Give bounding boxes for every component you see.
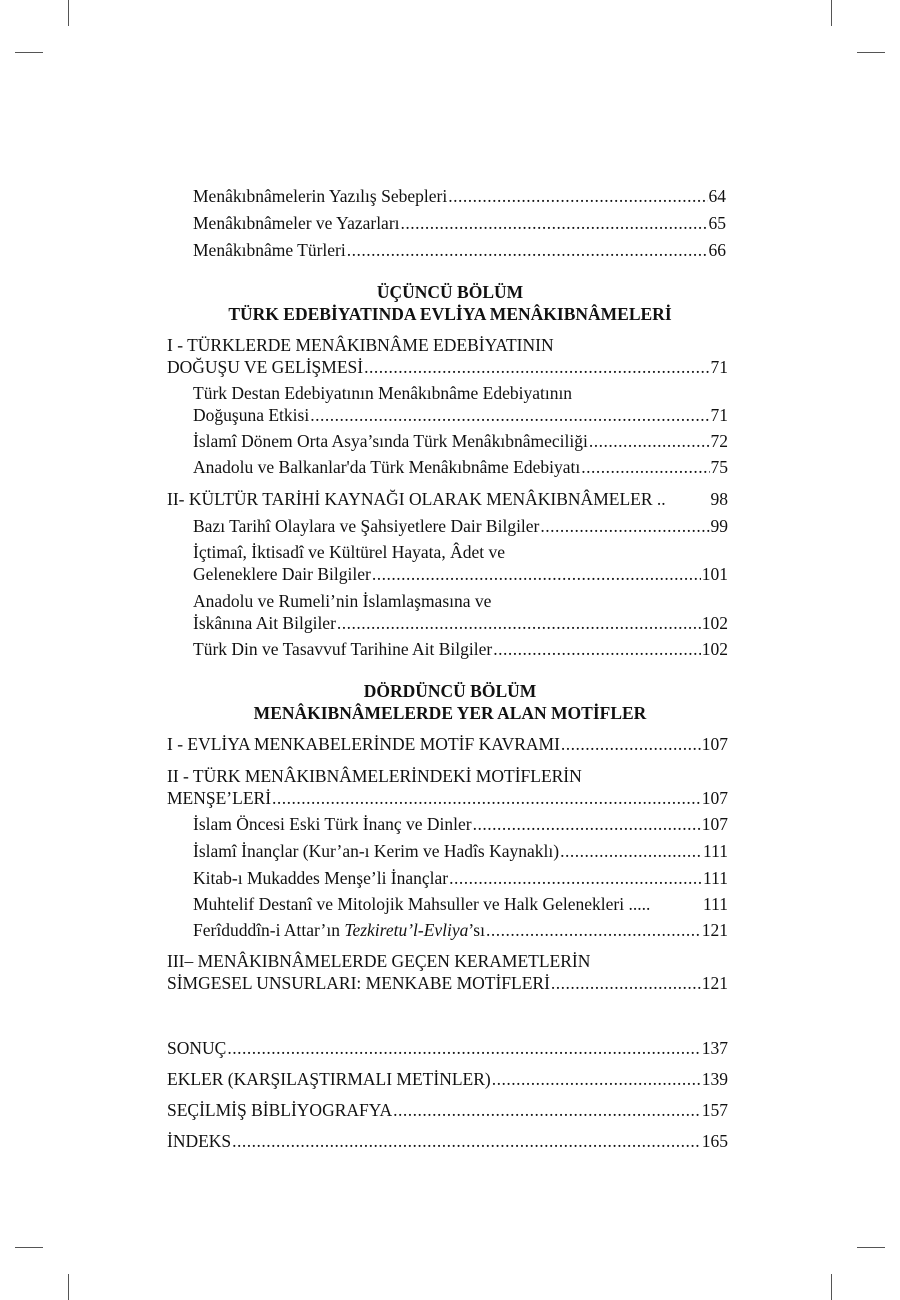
toc-entry-title: İslamî Dönem Orta Asya’sında Türk Menâkıbnâmeciliği (193, 431, 588, 451)
book-title: Tezkiretu’l-Evliya (344, 920, 469, 940)
crop-mark (15, 1247, 43, 1248)
toc-entry-page: 121 (701, 973, 728, 993)
toc-entry-title-post: ’sı (468, 920, 485, 940)
dot-leader (540, 515, 709, 537)
toc-entry (167, 1068, 728, 1090)
crop-mark (857, 1247, 885, 1248)
chapter-heading: ÜÇÜNCÜ BÖLÜM (376, 282, 524, 302)
dot-leader (581, 456, 709, 478)
toc-entry-page: 165 (701, 1131, 728, 1151)
toc-entry-title: MENŞE’LERİ (167, 788, 272, 808)
crop-mark (831, 0, 832, 26)
toc-entry (167, 1130, 728, 1152)
toc-entry-title: Menâkıbnâme Türleri (193, 240, 346, 260)
toc-entry-title: SONUÇ (167, 1038, 227, 1058)
dot-leader (347, 239, 708, 261)
toc-entry (193, 456, 728, 478)
dot-leader (448, 185, 707, 207)
toc-entry (167, 1037, 728, 1059)
toc-entry-page: 102 (701, 613, 728, 633)
toc-entry (167, 356, 728, 378)
toc-entry-page: 111 (703, 841, 728, 861)
toc-entry-page: 157 (701, 1100, 728, 1120)
toc-entry-page: 111 (703, 868, 728, 888)
toc-entry-title: SEÇİLMİŞ BİBLİYOGRAFYA (167, 1100, 393, 1120)
toc-entry-page: 101 (701, 564, 728, 584)
toc-entry (193, 840, 728, 862)
toc-entry-title: Kitab-ı Mukaddes Menşe’li İnançlar (193, 868, 449, 888)
toc-entry (193, 239, 726, 261)
toc-entry-page: 137 (701, 1038, 728, 1058)
toc-entry-page: 72 (710, 431, 728, 451)
toc-entry (193, 813, 728, 835)
dot-leader (337, 612, 701, 634)
toc-entry-title: İslamî İnançlar (Kur’an-ı Kerim ve Hadîs Kaynaklı) (193, 841, 560, 861)
toc-entry-title: Türk Din ve Tasavvuf Tarihine Ait Bilgiler (193, 639, 493, 659)
toc-entry-title: Anadolu ve Balkanlar'da Türk Menâkıbnâme Edebiyatı (193, 457, 581, 477)
toc-entry-line: II - TÜRK MENÂKIBNÂMELERİNDEKİ MOTİFLERİN (167, 766, 582, 786)
toc-entry-title: SİMGESEL UNSURLARI: MENKABE MOTİFLERİ (167, 973, 550, 993)
dot-leader (493, 638, 701, 660)
toc-entry (193, 563, 728, 585)
toc-entry (193, 919, 728, 941)
toc-entry (193, 867, 728, 889)
crop-mark (831, 1274, 832, 1300)
dot-leader (492, 1068, 701, 1090)
toc-entry-page: 65 (708, 213, 726, 233)
toc-entry-page: 121 (701, 920, 728, 940)
toc-entry-page: 75 (710, 457, 728, 477)
dot-leader (372, 563, 701, 585)
dot-leader (589, 430, 710, 452)
toc-entry (167, 1099, 728, 1121)
toc-entry-title: İskânına Ait Bilgiler (193, 613, 336, 633)
toc-entry (167, 733, 728, 755)
toc-entry-title: DOĞUŞU VE GELİŞMESİ (167, 357, 364, 377)
dot-leader (364, 356, 709, 378)
toc-entry-line: Türk Destan Edebiyatının Menâkıbnâme Edebiyatının (193, 383, 573, 403)
toc-entry-page: 64 (708, 186, 726, 206)
toc-entry-title: Geleneklere Dair Bilgiler (193, 564, 371, 584)
dot-leader (401, 212, 708, 234)
toc-entry-title: I - EVLİYA MENKABELERİNDE MOTİF KAVRAMI (167, 734, 560, 754)
dot-leader (560, 840, 702, 862)
toc-entry-title: Menâkıbnâmelerin Yazılış Sebepleri (193, 186, 448, 206)
dot-leader (310, 404, 709, 426)
toc-entry-title: Muhtelif Destanî ve Mitolojik Mahsuller ve Halk Gelenekleri ..... (193, 894, 651, 914)
toc-entry-title: İslam Öncesi Eski Türk İnanç ve Dinler (193, 814, 472, 834)
toc-entry (193, 612, 728, 634)
chapter-title: MENÂKIBNÂMELERDE YER ALAN MOTİFLER (253, 703, 647, 723)
toc-entry-page: 107 (701, 814, 728, 834)
dot-leader (272, 787, 701, 809)
toc-entry-page: 66 (708, 240, 726, 260)
toc-entry-page: 111 (703, 894, 728, 914)
toc-entry (167, 787, 728, 809)
toc-entry-line: Anadolu ve Rumeli’nin İslamlaşmasına ve (193, 591, 492, 611)
dot-leader (561, 733, 701, 755)
dot-leader (551, 972, 701, 994)
toc-entry-title: EKLER (KARŞILAŞTIRMALI METİNLER) (167, 1069, 491, 1089)
dot-leader (227, 1037, 700, 1059)
toc-entry-title: Bazı Tarihî Olaylara ve Şahsiyetlere Dair Bilgiler (193, 516, 540, 536)
crop-mark (68, 0, 69, 26)
dot-leader (393, 1099, 701, 1121)
toc-entry-line: İçtimaî, İktisadî ve Kültürel Hayata, Âdet ve (193, 542, 505, 562)
toc-entry-title: II- KÜLTÜR TARİHİ KAYNAĞI OLARAK MENÂKIBNÂMELER .. (167, 489, 666, 509)
toc-entry-page: 102 (701, 639, 728, 659)
dot-leader (486, 919, 701, 941)
toc-entry-page: 98 (710, 489, 728, 509)
toc-entry-title-pre: Ferîduddîn-i Attar’ın (193, 920, 345, 940)
crop-mark (857, 52, 885, 53)
toc-entry (193, 430, 728, 452)
crop-mark (15, 52, 43, 53)
toc-entry-page: 71 (710, 405, 728, 425)
toc-entry-page: 107 (701, 734, 728, 754)
toc-entry-line: I - TÜRKLERDE MENÂKIBNÂME EDEBİYATININ (167, 335, 554, 355)
toc-entry (193, 212, 726, 234)
toc-entry (167, 972, 728, 994)
toc-entry (193, 638, 728, 660)
toc-entry-page: 107 (701, 788, 728, 808)
dot-leader (473, 813, 701, 835)
chapter-heading: DÖRDÜNCÜ BÖLÜM (363, 681, 537, 701)
toc-entry-title: Menâkıbnâmeler ve Yazarları (193, 213, 400, 233)
toc-entry-page: 139 (701, 1069, 728, 1089)
toc-entry-page: 99 (710, 516, 728, 536)
chapter-title: TÜRK EDEBİYATINDA EVLİYA MENÂKIBNÂMELERİ (228, 304, 672, 324)
dot-leader (232, 1130, 701, 1152)
toc-entry (193, 404, 728, 426)
dot-leader (449, 867, 702, 889)
toc-entry-line: III– MENÂKIBNÂMELERDE GEÇEN KERAMETLERİN (167, 951, 591, 971)
toc-entry-title: Doğuşuna Etkisi (193, 405, 310, 425)
toc-entry (193, 893, 728, 915)
toc-entry-page: 71 (710, 357, 728, 377)
toc-entry (193, 185, 726, 207)
toc-entry (193, 515, 728, 537)
toc-entry-title (193, 919, 485, 941)
crop-mark (68, 1274, 69, 1300)
toc-entry-title: İNDEKS (167, 1131, 232, 1151)
toc-entry (167, 488, 728, 510)
